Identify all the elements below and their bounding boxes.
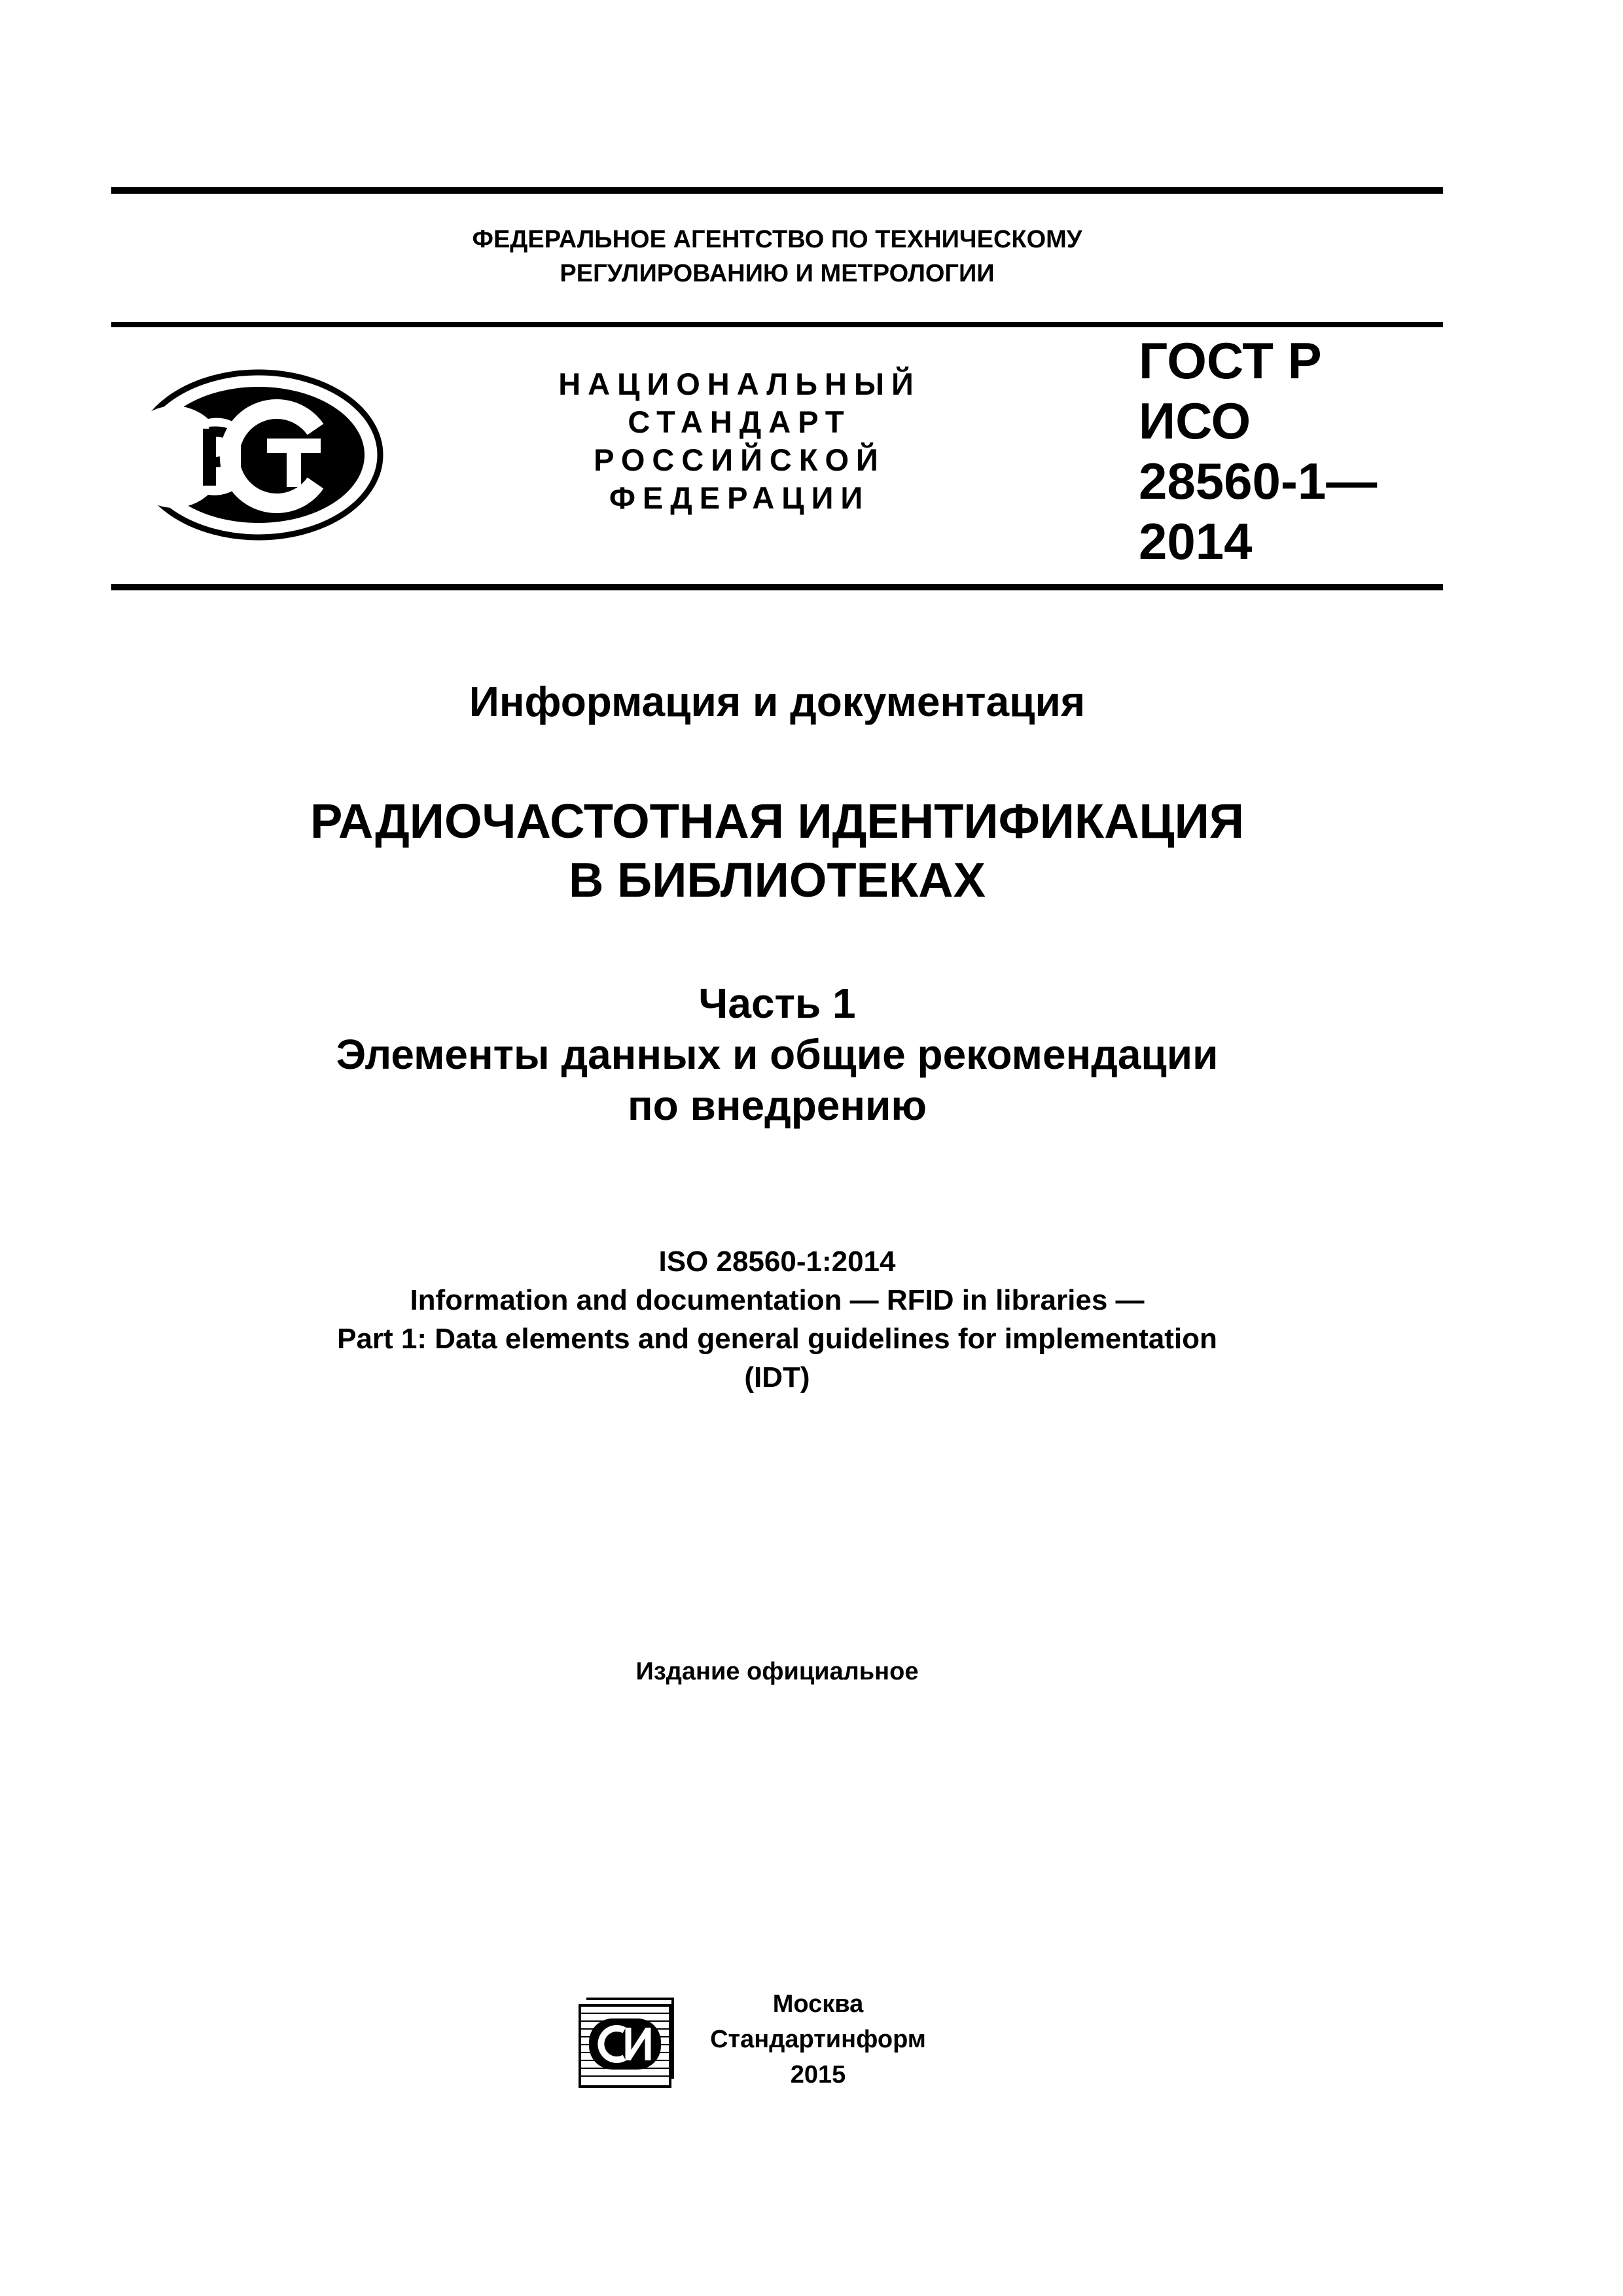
title-line-2: В БИБЛИОТЕКАХ	[569, 853, 986, 907]
designation-line-2: ИСО	[1139, 392, 1251, 450]
header-rule	[111, 322, 1443, 327]
iso-identity: (IDT)	[744, 1361, 810, 1393]
part-number: Часть 1	[698, 980, 856, 1027]
agency-line-1: ФЕДЕРАЛЬНОЕ АГЕНТСТВО ПО ТЕХНИЧЕСКОМУ	[472, 226, 1082, 253]
standartinform-logo-icon	[575, 1987, 679, 2092]
iso-line-1: Information and documentation — RFID in libraries —	[410, 1284, 1145, 1316]
header-bottom-rule	[111, 584, 1443, 590]
part-line-2: по внедрению	[627, 1082, 927, 1129]
part-line-1: Элементы данных и общие рекомендации	[336, 1031, 1219, 1078]
designation-line-1: ГОСТ Р	[1139, 332, 1322, 389]
national-line-4: ФЕДЕРАЦИИ	[609, 480, 870, 515]
agency-line-2: РЕГУЛИРОВАНИЮ И МЕТРОЛОГИИ	[560, 260, 995, 287]
part-heading	[111, 978, 1443, 1131]
document-title	[111, 792, 1443, 910]
national-standard-label	[504, 365, 975, 517]
national-line-3: РОССИЙСКОЙ	[594, 442, 885, 477]
top-rule	[111, 187, 1443, 194]
designation-line-4: 2014	[1139, 512, 1253, 570]
publisher-city: Москва	[772, 1990, 864, 2018]
publisher-imprint	[681, 1986, 955, 2092]
iso-line-2: Part 1: Data elements and general guidelines for implementation	[337, 1323, 1217, 1355]
subject-heading: Информация и документация	[469, 678, 1086, 725]
national-line-1: НАЦИОНАЛЬНЫЙ	[558, 367, 921, 401]
publisher-name: Стандартинформ	[710, 2026, 926, 2053]
national-line-2: СТАНДАРТ	[628, 404, 851, 439]
standard-designation	[1139, 331, 1440, 571]
iso-code: ISO 28560-1:2014	[658, 1246, 896, 1278]
edition-label: Издание официальное	[635, 1658, 919, 1685]
agency-name	[111, 223, 1443, 291]
iso-reference	[111, 1242, 1443, 1397]
title-line-1: РАДИОЧАСТОТНАЯ ИДЕНТИФИКАЦИЯ	[310, 794, 1244, 848]
publisher-year: 2015	[790, 2061, 846, 2089]
rst-conformity-mark-icon	[131, 367, 386, 543]
designation-line-3: 28560-1—	[1139, 452, 1378, 510]
